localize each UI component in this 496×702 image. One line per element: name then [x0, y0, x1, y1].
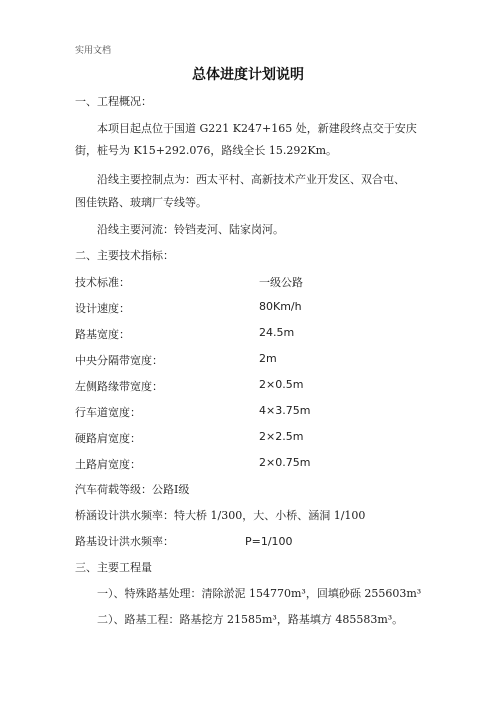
- overview-paragraph-2-line-1: 沿线主要控制点为：西太平村、高新技术产业开发区、双合屯、: [97, 173, 405, 186]
- spec-label: 技术标准：: [75, 276, 130, 289]
- spec-value: 80Km/h: [259, 300, 302, 313]
- spec-value: 2×0.5m: [259, 378, 304, 391]
- spec-value: 一级公路: [259, 276, 303, 289]
- spec-value: 2×0.75m: [259, 456, 311, 469]
- spec-value: 2m: [259, 352, 277, 365]
- spec-value: 4×3.75m: [259, 404, 311, 417]
- subgrade-flood-label: 路基设计洪水频率：: [75, 535, 174, 548]
- section-heading-tech: 二、主要技术指标：: [75, 249, 174, 262]
- spec-label: 路基宽度：: [75, 328, 130, 341]
- running-header: 实用文档: [75, 46, 112, 56]
- spec-label: 设计速度：: [75, 302, 130, 315]
- section-heading-overview: 一、工程概况：: [75, 95, 152, 108]
- spec-label: 行车道宽度：: [75, 406, 141, 419]
- overview-paragraph-1-line-1: 本项目起点位于国道 G221 K247+165 处，新建段终点交于安庆: [97, 122, 417, 135]
- spec-value: 24.5m: [259, 326, 295, 339]
- quantity-item-1: 一）、特殊路基处理：清除淤泥 154770m³，回填砂砾 255603m³: [97, 587, 422, 600]
- section-heading-quantities: 三、主要工程量: [75, 561, 152, 574]
- bridge-flood-frequency-line: 桥涵设计洪水频率：特大桥 1/300，大、小桥、涵洞 1/100: [75, 509, 366, 522]
- document-title: 总体进度计划说明: [192, 67, 304, 83]
- load-grade-line: 汽车荷载等级：公路Ⅰ级: [75, 483, 190, 496]
- overview-paragraph-3: 沿线主要河流：铃铛麦河、陆家岗河。: [97, 223, 284, 236]
- spec-value: 2×2.5m: [259, 430, 304, 443]
- spec-label: 硬路肩宽度：: [75, 432, 141, 445]
- spec-label: 左侧路缘带宽度：: [75, 380, 163, 393]
- quantity-item-2: 二）、路基工程：路基挖方 21585m³，路基填方 485583m³。: [97, 613, 404, 626]
- spec-label: 土路肩宽度：: [75, 458, 141, 471]
- subgrade-flood-value: P=1/100: [245, 535, 293, 548]
- spec-label: 中央分隔带宽度：: [75, 354, 163, 367]
- overview-paragraph-2-line-2: 图佳铁路、玻璃厂专线等。: [75, 196, 207, 209]
- overview-paragraph-1-line-2: 街，桩号为 K15+292.076，路线全长 15.292Km。: [75, 144, 338, 157]
